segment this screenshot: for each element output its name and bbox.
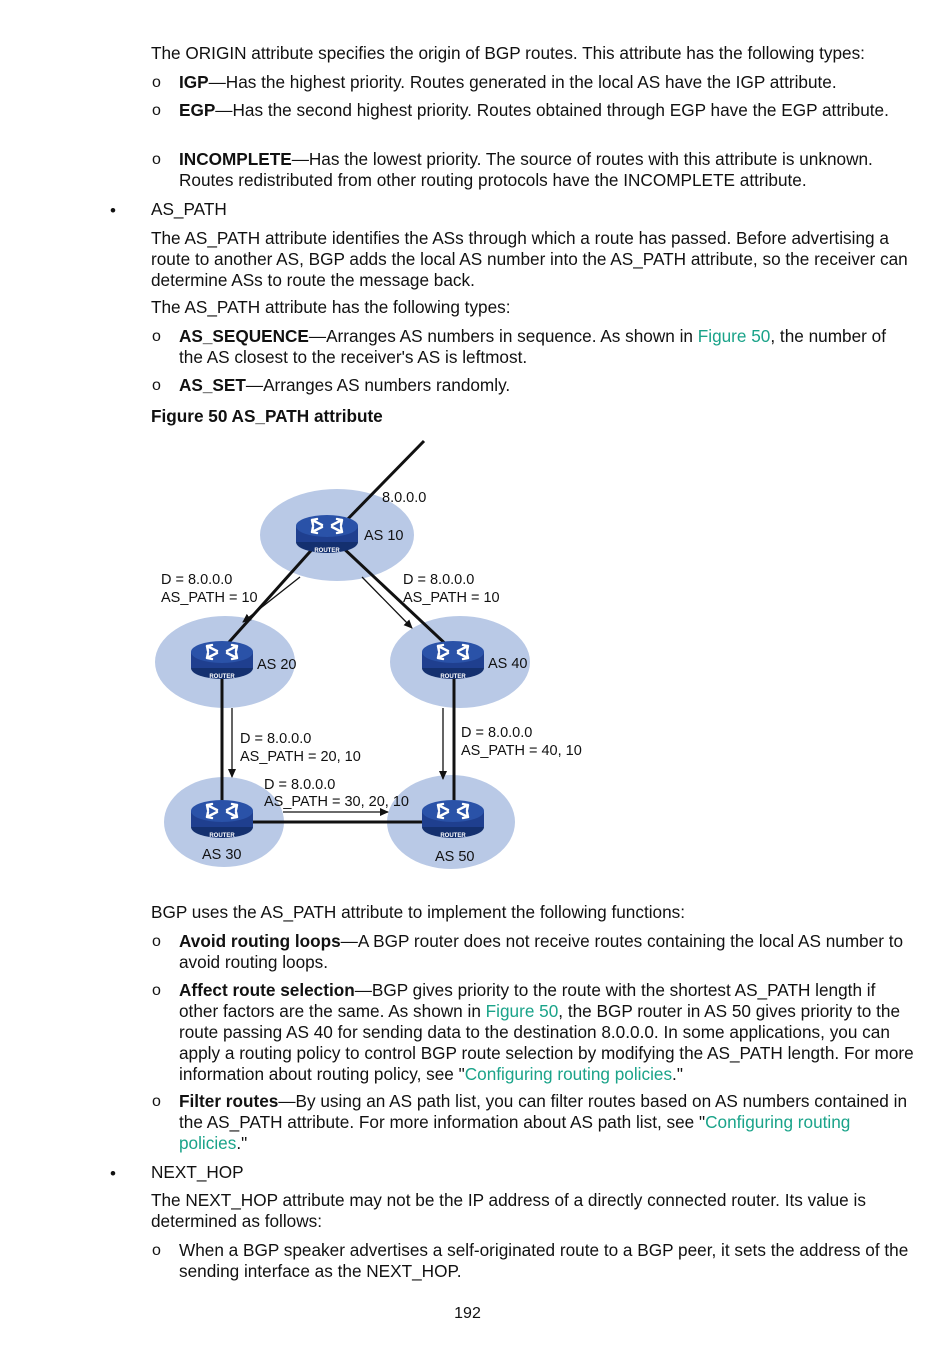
route-selection-text-end: ." <box>672 1064 683 1084</box>
avoid-loops-text: —A BGP router does not receive routes containing the local AS number to avoid routing loops. <box>179 931 904 972</box>
origin-item-incomplete <box>179 149 914 191</box>
left-dest-label: D = 8.0.0.0 <box>161 572 233 588</box>
avoid-loops-item <box>179 931 914 973</box>
as50-label: AS 50 <box>435 849 475 865</box>
as-set-item <box>179 375 914 396</box>
term-as-set: AS_SET <box>179 375 246 395</box>
figure-50-link[interactable]: Figure 50 <box>485 1001 559 1021</box>
as10-label: AS 10 <box>364 528 404 544</box>
dot-bullet: • <box>110 1164 116 1183</box>
bottom-path-label: AS_PATH = 30, 20, 10 <box>264 794 409 810</box>
router-icon <box>191 800 253 839</box>
router-label: ROUTER <box>440 833 466 839</box>
destination-label: 8.0.0.0 <box>382 490 427 506</box>
figure-50-link[interactable]: Figure 50 <box>697 326 771 346</box>
right-dest-label: D = 8.0.0.0 <box>403 572 475 588</box>
mid-left-path-label: AS_PATH = 20, 10 <box>240 749 361 765</box>
as-set-text: —Arranges AS numbers randomly. <box>245 375 511 395</box>
routing-policies-link[interactable]: Configuring routing policies <box>464 1064 673 1084</box>
origin-item-egp <box>179 100 914 121</box>
bottom-dest-label: D = 8.0.0.0 <box>264 777 336 793</box>
router-icon <box>422 800 484 839</box>
as20-label: AS 20 <box>257 657 297 673</box>
origin-item-text: —Has the lowest priority. The source of routes with this attribute is unknown. Routes redistributed from other routing protocols have the INCOMPLETE attribute. <box>179 149 873 190</box>
router-label: ROUTER <box>440 674 466 680</box>
as-sequence-text-end: , the number of the AS closest to the receiver's AS is leftmost. <box>179 326 886 367</box>
circle-bullet: o <box>152 151 161 168</box>
term-igp: IGP <box>179 72 209 92</box>
next-hop-item: When a BGP speaker advertises a self-originated route to a BGP peer, it sets the address of the sending interface as the NEXT_HOP. <box>179 1240 909 1281</box>
circle-bullet: o <box>152 933 161 950</box>
router-label: ROUTER <box>314 548 340 554</box>
term-avoid-loops: Avoid routing loops <box>179 931 341 951</box>
as-path-para1: The AS_PATH attribute identifies the ASs through which a route has passed. Before advertising a route to another AS, BGP adds the local AS number into the AS_PATH attribute, so the receiver can determine ASs to route the message back. <box>151 228 908 290</box>
route-selection-item <box>179 980 914 1085</box>
figure-title: Figure 50 AS_PATH attribute <box>151 406 383 426</box>
as-sequence-text: —Arranges AS numbers in sequence. As shown in <box>308 326 698 346</box>
term-incomplete: INCOMPLETE <box>179 149 292 169</box>
routing-policies-link[interactable]: Configuring routing policies <box>179 1112 851 1153</box>
router-icon <box>296 515 358 554</box>
router-label: ROUTER <box>209 833 235 839</box>
circle-bullet: o <box>152 74 161 91</box>
mid-left-dest-label: D = 8.0.0.0 <box>240 731 312 747</box>
as-path-para2: The AS_PATH attribute has the following types: <box>151 297 511 317</box>
next-hop-para: The NEXT_HOP attribute may not be the IP address of a directly connected router. Its value is determined as follows: <box>151 1190 866 1231</box>
term-route-selection: Affect route selection <box>179 980 355 1000</box>
filter-routes-item <box>179 1091 914 1154</box>
circle-bullet: o <box>152 1242 161 1259</box>
router-icon <box>191 641 253 680</box>
right-path-label: AS_PATH = 10 <box>403 590 500 606</box>
origin-item-text: —Has the second highest priority. Routes obtained through EGP have the EGP attribute. <box>215 100 889 120</box>
filter-routes-text-end: ." <box>236 1133 248 1153</box>
as40-label: AS 40 <box>488 656 528 672</box>
origin-intro: The ORIGIN attribute specifies the origin of BGP routes. This attribute has the following types: <box>151 43 865 63</box>
router-icon <box>422 641 484 680</box>
filter-routes-text: —By using an AS path list, you can filter routes based on AS numbers contained in the AS_PATH attribute. For more information about AS path list, see " <box>179 1091 907 1132</box>
next-hop-heading: NEXT_HOP <box>151 1162 244 1182</box>
as-sequence-item <box>179 326 914 368</box>
circle-bullet: o <box>152 377 161 394</box>
page-number: 192 <box>454 1305 481 1322</box>
origin-item-text: —Has the highest priority. Routes generated in the local AS have the IGP attribute. <box>208 72 837 92</box>
functions-intro: BGP uses the AS_PATH attribute to implement the following functions: <box>151 902 686 922</box>
dot-bullet: • <box>110 201 116 220</box>
circle-bullet: o <box>152 1093 161 1110</box>
term-as-sequence: AS_SEQUENCE <box>179 326 309 346</box>
as30-label: AS 30 <box>202 847 242 863</box>
circle-bullet: o <box>152 328 161 345</box>
left-path-label: AS_PATH = 10 <box>161 590 258 606</box>
mid-right-dest-label: D = 8.0.0.0 <box>461 725 533 741</box>
circle-bullet: o <box>152 102 161 119</box>
router-label: ROUTER <box>209 674 235 680</box>
route-selection-text-mid: , the BGP router in AS 50 gives priority to the route passing AS 40 for sending data to the destination 8.0.0.0. In some applications, you can apply a routing policy to control BGP route selection by modifying the AS_PATH length. For more information about routing policy, see " <box>179 1001 914 1084</box>
mid-right-path-label: AS_PATH = 40, 10 <box>461 743 582 759</box>
origin-item-igp <box>179 72 914 93</box>
circle-bullet: o <box>152 982 161 999</box>
term-egp: EGP <box>179 100 216 120</box>
as-path-diagram <box>140 430 620 880</box>
route-selection-text: —BGP gives priority to the route with the shortest AS_PATH length if other factors are the same. As shown in <box>179 980 876 1021</box>
term-filter-routes: Filter routes <box>179 1091 279 1111</box>
as-path-heading: AS_PATH <box>151 199 227 219</box>
